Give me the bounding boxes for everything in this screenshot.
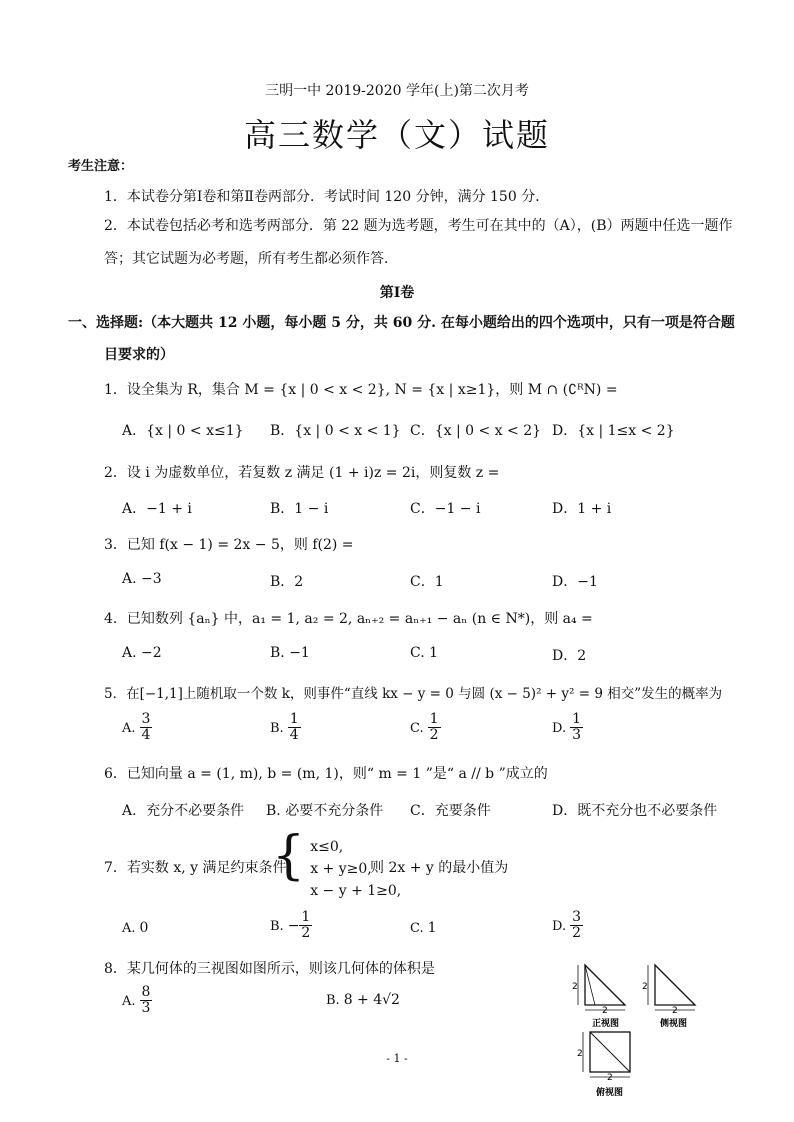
question-4-option-b: B. −1 <box>270 645 310 661</box>
side-view-width-label: 2 <box>672 1006 678 1016</box>
question-1-option-d: D．{x | 1≤x < 2} <box>552 423 675 439</box>
question-2-option-c: C．−1 − i <box>410 501 481 517</box>
question-7-option-d: D. $\frac{3}{2}$ <box>552 909 582 942</box>
question-3-option-c: C．1 <box>410 574 444 590</box>
question-4-option-a: A. −2 <box>122 645 162 661</box>
notice-heading: 考生注意： <box>68 159 134 174</box>
question-7-option-a: A. 0 <box>122 920 149 936</box>
exam-subtitle: 三明一中 2019-2020 学年(上)第二次月考 <box>265 83 529 99</box>
question-2-option-d: D．1 + i <box>552 501 612 517</box>
front-view-height-label: 2 <box>572 982 578 992</box>
top-view-height-label: 2 <box>577 1049 583 1059</box>
question-1-option-c: C．{x | 0 < x < 2} <box>410 423 542 439</box>
question-3-option-a: A. −3 <box>122 571 162 587</box>
section-heading-line2: 目要求的） <box>104 347 174 363</box>
notice-item-1: 1．本试卷分第Ⅰ卷和第Ⅱ卷两部分．考试时间 120 分钟，满分 150 分． <box>104 189 550 205</box>
question-6-stem: 6．已知向量 a = (1, m), b = (m, 1)，则“ m = 1 ”是“ a // b ”成立的 <box>104 766 548 782</box>
question-6-option-d: D．既不充分也不必要条件 <box>552 803 718 819</box>
front-view-width-label: 2 <box>602 1006 608 1016</box>
constraint-2: x + y≥0, <box>310 860 372 877</box>
page-number: - 1 - <box>386 1052 408 1065</box>
three-view-figure <box>570 960 710 1105</box>
question-8-option-a: A. $\frac{8}{3}$ <box>122 984 151 1017</box>
question-6-option-c: C．充要条件 <box>410 803 491 819</box>
question-1-stem: 1．设全集为 R，集合 M = {x | 0 < x < 2}, N = {x | x≥1}，则 M ∩ (∁ᴿN) = <box>104 382 618 398</box>
question-2-option-a: A．−1 + i <box>122 501 192 517</box>
question-7-stem-prefix: 7．若实数 x, y 满足约束条件 <box>104 860 287 876</box>
question-4-option-d: D．2 <box>552 648 587 664</box>
question-6-option-b: B. 必要不充分条件 <box>266 803 384 819</box>
question-6-option-a: A．充分不必要条件 <box>122 803 245 819</box>
question-4-stem: 4．已知数列 {aₙ} 中，a₁ = 1, a₂ = 2, aₙ₊₂ = aₙ₊₁ − aₙ (n ∈ N*)，则 a₄ = <box>104 611 593 627</box>
question-3-stem: 3．已知 f(x − 1) = 2x − 5，则 f(2) = <box>104 537 354 553</box>
question-4-option-c: C. 1 <box>410 645 439 661</box>
side-view-height-label: 2 <box>642 982 648 992</box>
question-3-option-d: D．−1 <box>552 574 598 590</box>
top-view <box>577 1032 630 1098</box>
question-5-stem: 5．在[−1,1]上随机取一个数 k，则事件“直线 kx − y = 0 与圆 (x − 5)² + y² = 9 相交”发生的概率为 <box>104 686 723 702</box>
constraint-1: x≤0, <box>310 838 344 855</box>
question-7-stem-suffix: 则 2x + y 的最小值为 <box>370 860 509 876</box>
brace-symbol: { <box>272 826 306 886</box>
front-view <box>572 965 625 1029</box>
exam-title: 高三数学（文）试题 <box>243 116 550 154</box>
question-5-option-b: B. $\frac{1}{4}$ <box>270 711 299 744</box>
top-view-width-label: 2 <box>607 1073 613 1083</box>
question-7-option-b: B. − $\frac{1}{2}$ <box>270 909 311 942</box>
constraint-3: x − y + 1≥0, <box>310 882 402 899</box>
question-5-option-c: C. $\frac{1}{2}$ <box>410 711 439 744</box>
question-2-stem: 2．设 i 为虚数单位，若复数 z 满足 (1 + i)z = 2i，则复数 z = <box>104 465 500 481</box>
side-view-label: 侧视图 <box>660 1019 688 1029</box>
side-view <box>642 965 695 1029</box>
top-view-label: 俯视图 <box>596 1088 624 1098</box>
front-view-label: 正视图 <box>592 1019 620 1029</box>
question-8-option-b: B. 8 + 4√2 <box>326 992 400 1008</box>
question-5-option-a: A. $\frac{3}{4}$ <box>122 711 151 744</box>
question-7-option-c: C. 1 <box>410 920 437 936</box>
question-1-option-b: B．{x | 0 < x < 1} <box>270 423 401 439</box>
section-heading-line1: 一、选择题:（本大题共 12 小题，每小题 5 分，共 60 分. 在每小题给出的四个选项中，只有一项是符合题 <box>68 315 735 331</box>
notice-item-3: 答；其它试题为必考题，所有考生都必须作答． <box>104 251 398 267</box>
question-3-option-b: B．2 <box>270 574 304 590</box>
question-2-option-b: B．1 − i <box>270 501 329 517</box>
notice-item-2: 2．本试卷包括必考和选考两部分．第 22 题为选考题，考生可在其中的（A），(B）两题中任选一题作 <box>104 218 733 234</box>
question-5-option-d: D. $\frac{1}{3}$ <box>552 711 582 744</box>
part-label: 第Ⅰ卷 <box>379 285 415 301</box>
question-8-stem: 8．某几何体的三视图如图所示，则该几何体的体积是 <box>104 961 435 977</box>
question-1-option-a: A．{x | 0 < x≤1} <box>122 423 244 439</box>
